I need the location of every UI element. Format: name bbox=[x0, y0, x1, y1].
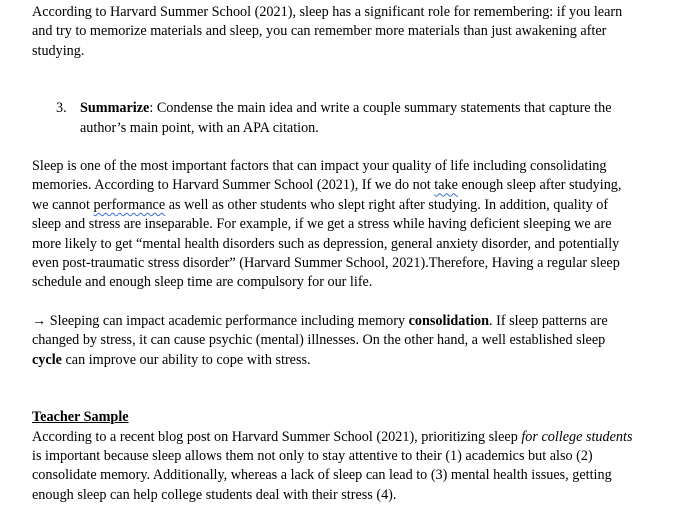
text-line: is important because sleep allows them not only to stay attentive to their (1) academics but also (2) bbox=[32, 447, 593, 464]
text-line: and try to memorize materials and sleep, you can remember more materials than just awakening after bbox=[32, 23, 607, 40]
paragraph-harvard-intro bbox=[32, 3, 652, 61]
text-line: consolidate memory. Additionally, whereas a lack of sleep can lead to (3) mental health issues, getting bbox=[32, 467, 612, 484]
text-line: enough sleep after studying, bbox=[457, 177, 622, 194]
text-line: enough sleep can help college students deal with their stress (4). bbox=[32, 486, 397, 503]
list-number: 3. bbox=[56, 100, 67, 117]
spellcheck-flagged-word[interactable]: performance bbox=[93, 196, 166, 213]
document-page bbox=[32, 3, 652, 505]
summarize-heading: Summarize bbox=[80, 100, 150, 117]
text-line: schedule and enough sleep time are compulsory for our life. bbox=[32, 274, 373, 291]
text-line: According to a recent blog post on Harvard Summer School (2021), prioritizing sleep bbox=[32, 428, 522, 445]
text-line: more likely to get “mental health disorders such as depression, general anxiety disorder, and potentially bbox=[32, 235, 620, 252]
paragraph-arrow-summary bbox=[32, 312, 652, 370]
paragraph-summary bbox=[32, 157, 652, 293]
text-line: Sleep is one of the most important factors that can impact your quality of life including consolidating bbox=[32, 158, 607, 175]
text-line: : Condense the main idea and write a couple summary statements that capture the bbox=[149, 100, 612, 117]
text-line: as well as other students who slept right after studying. In addition, quality of bbox=[165, 196, 609, 213]
bold-keyword: consolidation bbox=[408, 312, 490, 329]
text-line: studying. bbox=[32, 42, 85, 59]
text-line: According to Harvard Summer School (2021), sleep has a significant role for remembering: if you learn bbox=[32, 4, 623, 20]
text-line: author’s main point, with an APA citation. bbox=[80, 119, 319, 136]
teacher-sample-heading: Teacher Sample bbox=[32, 409, 129, 426]
text-line: → Sleeping can impact academic performance including memory bbox=[32, 312, 409, 329]
text-line: sleep and stress are inseparable. For example, if we get a stress while having deficient sleeping we are bbox=[32, 216, 612, 233]
paragraph-teacher-sample bbox=[32, 428, 652, 506]
bold-keyword: cycle bbox=[32, 351, 62, 368]
text-line: can improve our ability to cope with stress. bbox=[61, 351, 311, 368]
text-line: even post-traumatic stress disorder” (Harvard Summer School, 2021).Therefore, Having a regular sleep bbox=[32, 255, 620, 272]
numbered-item-summarize bbox=[32, 99, 652, 138]
text-line: changed by stress, it can cause psychic (mental) illnesses. On the other hand, a well established sleep bbox=[32, 332, 606, 349]
spellcheck-flagged-word[interactable]: take bbox=[434, 177, 458, 194]
text-line: memories. According to Harvard Summer School (2021), If we do not bbox=[32, 177, 435, 194]
text-line: . If sleep patterns are bbox=[489, 312, 608, 329]
text-line: we cannot bbox=[32, 196, 94, 213]
italic-phrase: for college students bbox=[521, 428, 633, 445]
